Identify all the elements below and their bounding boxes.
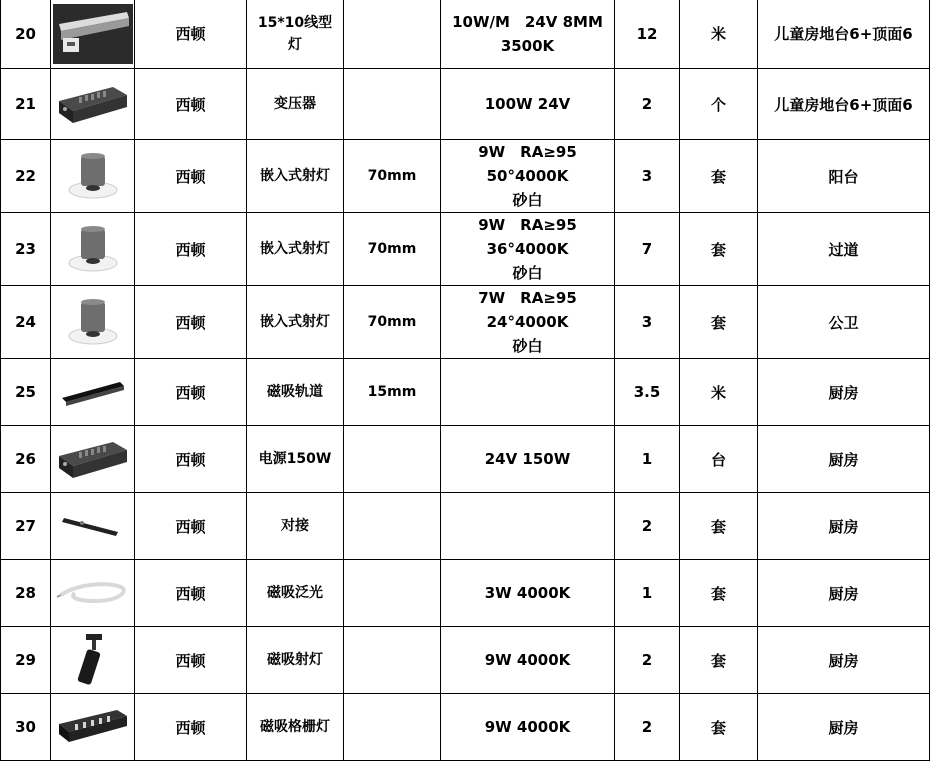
unit-cell: 套	[680, 213, 758, 286]
product-name	[247, 0, 344, 69]
size-cell: 70mm	[344, 140, 441, 213]
power-supply-image	[55, 434, 131, 484]
table-row	[1, 359, 930, 426]
spec-cell-line: 24V 150W	[484, 450, 571, 468]
quantity-cell: 1	[615, 426, 680, 493]
row-number: 26	[1, 426, 51, 493]
product-name-line: 电源150W	[258, 451, 332, 467]
row-number: 20	[1, 0, 51, 69]
brand-cell: 西顿	[135, 426, 247, 493]
unit-cell: 套	[680, 627, 758, 694]
spec-cell-line: 7W RA≥95	[478, 289, 577, 307]
size-cell: 15mm	[344, 359, 441, 426]
brand-cell: 西顿	[135, 140, 247, 213]
product-name	[247, 359, 344, 426]
brand-cell: 西顿	[135, 286, 247, 359]
brand-cell: 西顿	[135, 359, 247, 426]
row-number: 30	[1, 694, 51, 761]
product-image	[51, 493, 135, 560]
row-number: 22	[1, 140, 51, 213]
spec-cell-line: 3W 4000K	[484, 584, 571, 602]
spec-cell-line: 10W/M 24V 8MM	[452, 12, 603, 31]
brand-cell: 西顿	[135, 560, 247, 627]
location-cell: 儿童房地台6+顶面6	[758, 69, 930, 140]
location-cell: 厨房	[758, 493, 930, 560]
size-cell: 70mm	[344, 286, 441, 359]
table-row	[1, 426, 930, 493]
size-cell	[344, 694, 441, 761]
spec-cell-line: 9W 4000K	[484, 718, 571, 736]
power-supply-image	[55, 79, 131, 129]
connector-image	[58, 506, 128, 546]
spec-cell	[441, 213, 615, 286]
quantity-cell: 7	[615, 213, 680, 286]
spec-cell-line: 3500K	[500, 36, 555, 55]
table-row	[1, 493, 930, 560]
product-name	[247, 560, 344, 627]
row-number: 24	[1, 286, 51, 359]
product-name-line: 磁吸射灯	[267, 652, 323, 668]
spec-cell-line: 砂白	[512, 191, 543, 209]
size-cell	[344, 493, 441, 560]
product-name	[247, 140, 344, 213]
spec-cell	[441, 359, 615, 426]
product-image	[51, 426, 135, 493]
grille-light-image	[53, 702, 133, 752]
product-name-line: 15*10线型	[257, 14, 333, 31]
size-cell	[344, 0, 441, 69]
spec-cell	[441, 69, 615, 140]
product-image	[51, 286, 135, 359]
table-row	[1, 560, 930, 627]
location-cell: 公卫	[758, 286, 930, 359]
product-name-line: 灯	[288, 36, 302, 53]
spec-cell-line: 36°4000K	[486, 240, 569, 258]
table-row	[1, 69, 930, 140]
product-name-line: 磁吸泛光	[267, 585, 323, 601]
table-row	[1, 694, 930, 761]
product-image	[51, 694, 135, 761]
flood-light-image	[55, 571, 131, 615]
spec-cell-line: 9W RA≥95	[478, 216, 577, 234]
quantity-cell: 12	[615, 0, 680, 69]
row-number: 25	[1, 359, 51, 426]
size-cell	[344, 627, 441, 694]
unit-cell: 米	[680, 0, 758, 69]
spec-cell-line: 砂白	[512, 264, 543, 282]
product-name	[247, 69, 344, 140]
product-name-line: 磁吸轨道	[267, 384, 323, 400]
spec-cell	[441, 426, 615, 493]
row-number: 28	[1, 560, 51, 627]
spec-cell	[441, 560, 615, 627]
size-cell	[344, 426, 441, 493]
spec-cell-line: 砂白	[512, 337, 543, 355]
product-image	[51, 0, 135, 69]
unit-cell: 个	[680, 69, 758, 140]
product-name-line: 对接	[281, 518, 309, 534]
table-body	[1, 0, 930, 761]
product-image	[51, 560, 135, 627]
brand-cell: 西顿	[135, 69, 247, 140]
quantity-cell: 2	[615, 69, 680, 140]
spec-cell	[441, 0, 615, 69]
row-number: 27	[1, 493, 51, 560]
size-cell: 70mm	[344, 213, 441, 286]
row-number: 23	[1, 213, 51, 286]
recessed-spotlight-image	[63, 148, 123, 204]
brand-cell: 西顿	[135, 627, 247, 694]
product-image	[51, 213, 135, 286]
quantity-cell: 1	[615, 560, 680, 627]
location-cell: 厨房	[758, 359, 930, 426]
quantity-cell: 2	[615, 493, 680, 560]
location-cell: 阳台	[758, 140, 930, 213]
spec-cell-line: 24°4000K	[486, 313, 569, 331]
product-name	[247, 493, 344, 560]
product-name	[247, 426, 344, 493]
track-spotlight-image	[68, 630, 118, 690]
brand-cell: 西顿	[135, 694, 247, 761]
unit-cell: 套	[680, 140, 758, 213]
spec-cell	[441, 286, 615, 359]
unit-cell: 套	[680, 560, 758, 627]
spec-cell-line: 50°4000K	[486, 167, 569, 185]
table-row	[1, 286, 930, 359]
recessed-spotlight-image	[63, 221, 123, 277]
unit-cell: 米	[680, 359, 758, 426]
product-image	[51, 69, 135, 140]
product-name-line: 嵌入式射灯	[260, 168, 330, 184]
location-cell: 过道	[758, 213, 930, 286]
table-row	[1, 213, 930, 286]
product-image	[51, 627, 135, 694]
unit-cell: 套	[680, 694, 758, 761]
product-name-line: 嵌入式射灯	[260, 314, 330, 330]
product-name-line: 变压器	[274, 96, 316, 112]
unit-cell: 台	[680, 426, 758, 493]
quantity-cell: 2	[615, 694, 680, 761]
product-name	[247, 694, 344, 761]
spec-cell	[441, 140, 615, 213]
table-row	[1, 0, 930, 69]
product-name	[247, 286, 344, 359]
location-cell: 厨房	[758, 560, 930, 627]
quantity-cell: 3.5	[615, 359, 680, 426]
spec-cell	[441, 627, 615, 694]
brand-cell: 西顿	[135, 0, 247, 69]
spec-cell	[441, 493, 615, 560]
location-cell: 厨房	[758, 426, 930, 493]
unit-cell: 套	[680, 493, 758, 560]
recessed-spotlight-image	[63, 294, 123, 350]
product-image	[51, 140, 135, 213]
spec-cell-line: 9W 4000K	[484, 651, 571, 669]
row-number: 21	[1, 69, 51, 140]
size-cell	[344, 560, 441, 627]
spec-cell	[441, 694, 615, 761]
spec-cell-line: 100W 24V	[484, 95, 571, 113]
product-name-line: 磁吸格栅灯	[260, 719, 330, 735]
table-row	[1, 140, 930, 213]
location-cell: 厨房	[758, 627, 930, 694]
location-cell: 儿童房地台6+顶面6	[758, 0, 930, 69]
spec-cell-line: 9W RA≥95	[478, 143, 577, 161]
product-name	[247, 213, 344, 286]
table-row	[1, 627, 930, 694]
product-name-line: 嵌入式射灯	[260, 241, 330, 257]
location-cell: 厨房	[758, 694, 930, 761]
product-name	[247, 627, 344, 694]
aluminum-profile-image	[53, 4, 133, 64]
size-cell	[344, 69, 441, 140]
quantity-cell: 3	[615, 140, 680, 213]
row-number: 29	[1, 627, 51, 694]
product-image	[51, 359, 135, 426]
brand-cell: 西顿	[135, 213, 247, 286]
unit-cell: 套	[680, 286, 758, 359]
brand-cell: 西顿	[135, 493, 247, 560]
quantity-cell: 2	[615, 627, 680, 694]
magnetic-track-image	[58, 372, 128, 412]
quantity-cell: 3	[615, 286, 680, 359]
